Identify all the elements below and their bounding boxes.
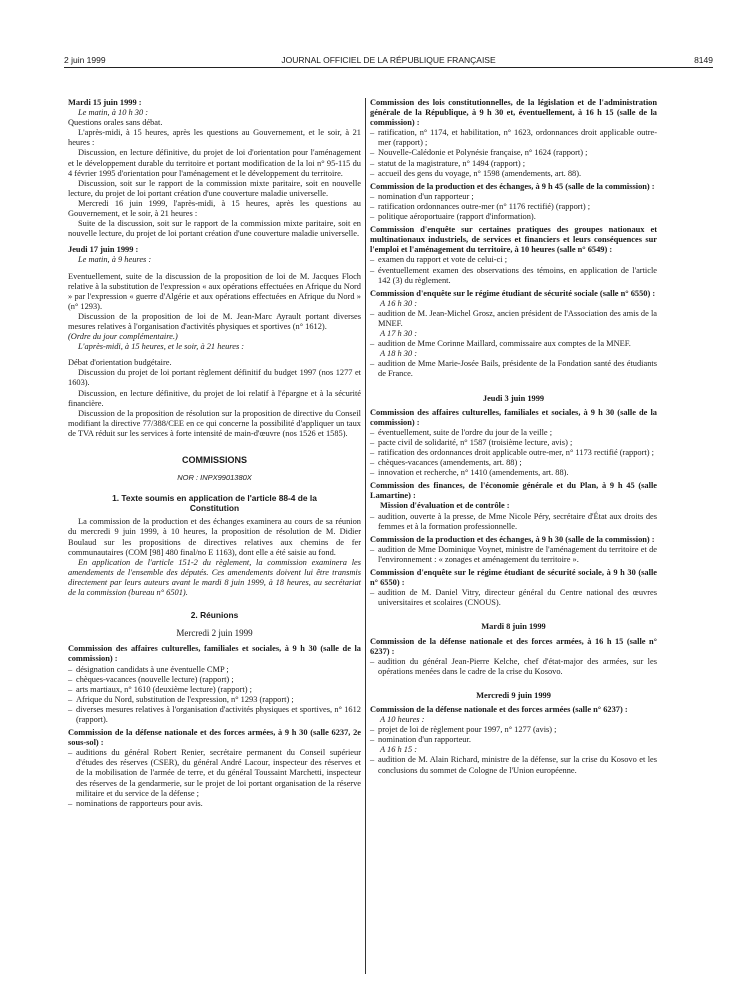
paragraph: En application de l'article 151-2 du règlement, la commission examinera les amendements de l'ensemble des députés. Ces amendements doivent lui être transmis directement par leurs auteurs avant le mardi 8 juin 1999, à 18 heures, au secrétariat de la commission (bureau n° 6501). xyxy=(68,557,361,598)
agenda-list xyxy=(370,192,657,222)
header-title: JOURNAL OFFICIEL DE LA RÉPUBLIQUE FRANÇAISE xyxy=(281,55,496,65)
commission-heading: Commission d'enquête sur le régime étudiant de sécurité sociale, à 9 h 30 (salle n° 6550) : xyxy=(370,568,657,588)
agenda-list xyxy=(370,255,657,285)
day-heading: Jeudi 17 juin 1999 : xyxy=(68,245,139,255)
list-item: – audition de Mme Dominique Voynet, ministre de l'aménagement du territoire et de l'environnement : « zonages et aménagement du territoire ». xyxy=(370,545,657,565)
list-item: – audition de M. Daniel Vitry, directeur général du Centre national des œuvres universitaires et scolaires (CNOUS). xyxy=(370,588,657,608)
agenda-list xyxy=(370,545,657,565)
paragraph: Discussion du projet de loi portant règlement définitif du budget 1997 (nos 1277 et 1603). xyxy=(68,368,361,388)
list-item: – audition, ouverte à la presse, de Mme Nicole Péry, secrétaire d'État aux droits des femmes et à la formation professionnelle. xyxy=(370,512,657,532)
list-item: – nominations de rapporteurs pour avis. xyxy=(68,799,361,809)
agenda-list xyxy=(370,657,657,677)
paragraph: Débat d'orientation budgétaire. xyxy=(68,358,172,368)
commission-heading: Commission des affaires culturelles, familiales et sociales, à 9 h 30 (salle de la commission) : xyxy=(68,644,361,664)
list-item: – désignation candidats à une éventuelle CMP ; xyxy=(68,665,361,675)
subsection-title: 1. Texte soumis en application de l'article 88-4 de la Constitution xyxy=(112,493,317,514)
time-slot: Le matin, à 10 h 30 : xyxy=(78,108,149,118)
agenda-list xyxy=(370,339,657,349)
paragraph: Discussion de la proposition de loi de M. Jean-Marc Ayrault portant diverses mesures relatives à l'organisation d'activités physiques et sportives (n° 1612). xyxy=(68,311,361,331)
commission-heading: Commission de la défense nationale et des forces armées, à 16 h 15 (salle n° 6237) : xyxy=(370,636,657,656)
list-item: – accueil des gens du voyage, n° 1598 (amendements, art. 88). xyxy=(370,169,657,179)
commission-heading: Commission d'enquête sur certaines pratiques des groupes nationaux et multinationaux industriels, de services et financiers et leurs conséquences sur l'emploi et l'aménagement du territoire, à 10 heures (salle n° 6549) : xyxy=(370,225,657,255)
time-slot: A 18 h 30 : xyxy=(380,349,418,359)
time-slot: Le matin, à 9 heures : xyxy=(78,255,152,265)
list-item: – projet de loi de règlement pour 1997, n° 1277 (avis) ; xyxy=(370,725,657,735)
commission-heading: Commission des finances, de l'économie générale et du Plan, à 9 h 45 (salle Lamartine) : xyxy=(370,481,657,501)
list-item: – politique aéroportuaire (rapport d'information). xyxy=(370,212,657,222)
paragraph: Discussion, en lecture définitive, du projet de loi relatif à l'épargne et à la sécurité financière. xyxy=(68,388,361,408)
list-item: – chèques-vacances (amendements, art. 88) ; xyxy=(370,458,657,468)
date-heading: Jeudi 3 juin 1999 xyxy=(482,393,545,403)
agenda-list xyxy=(370,359,657,379)
paragraph: Mercredi 16 juin 1999, l'après-midi, à 15 heures, après les questions au Gouvernement, et le soir, à 21 heures : xyxy=(68,198,361,219)
list-item: – Nouvelle-Calédonie et Polynésie française, n° 1624 (rapport) ; xyxy=(370,148,657,158)
time-slot: L'après-midi, à 15 heures, après les questions au Gouvernement, et le soir, à 21 heures : xyxy=(68,128,361,148)
list-item: – nomination d'un rapporteur. xyxy=(370,735,657,745)
time-slot: A 16 h 30 : xyxy=(380,298,418,308)
commission-heading: Commission des lois constitutionnelles, de la législation et de l'administration générale de la République, à 9 h 30 et, éventuellement, à 16 h 15 (salle de la commission) : xyxy=(370,98,657,128)
commission-heading: Commission des affaires culturelles, familiales et sociales, à 9 h 30 (salle de la commission) : xyxy=(370,407,657,427)
paragraph: La commission de la production et des échanges examinera au cours de sa réunion du mercredi 9 juin 1999, à 10 heures, la proposition de résolution de M. Didier Boulaud sur les propositions de directives relatives aux chemins de fer communautaires (COM [98] 480 final/no E 1163), dont elle a été saisie au fond. xyxy=(68,517,361,557)
date-heading: Mercredi 9 juin 1999 xyxy=(476,690,551,700)
list-item: – audition du général Jean-Pierre Kelche, chef d'état-major des armées, sur les opérations menées dans le cadre de la crise du Kosovo. xyxy=(370,657,657,677)
day-heading: Mardi 15 juin 1999 : xyxy=(68,98,142,107)
paragraph: Discussion, soit sur le rapport de la commission mixte paritaire, soit en nouvelle lecture, du projet de loi portant création d'une couverture maladie universelle. xyxy=(68,178,361,198)
agenda-list xyxy=(370,128,657,178)
paragraph: Discussion de la proposition de résolution sur la proposition de directive du Conseil modifiant la directive 77/388/CEE en ce qui concerne la possibilité d'appliquer un taux de TVA réduit sur les services à forte intensité de main-d'œuvre (nos 1526 et 1585). xyxy=(68,408,361,438)
paragraph: Discussion, en lecture définitive, du projet de loi d'orientation pour l'aménagement et le développement durable du territoire et portant modification de la loi n° 95-115 du 4 février 1995 d'orientation pour l'aménagement et le développement du territoire. xyxy=(68,148,361,178)
list-item: – ratification ordonnances outre-mer (n° 1176 rectifié) (rapport) ; xyxy=(370,202,657,212)
header-page-number: 8149 xyxy=(694,55,713,65)
agenda-list xyxy=(370,725,657,745)
commission-heading: Commission de la défense nationale et des forces armées (salle n° 6237) : xyxy=(370,704,628,714)
paragraph: Questions orales sans débat. xyxy=(68,118,163,128)
sub-heading: Mission d'évaluation et de contrôle : xyxy=(380,501,510,511)
list-item: – nomination d'un rapporteur ; xyxy=(370,192,657,202)
list-item: – arts martiaux, n° 1610 (deuxième lecture) (rapport) ; xyxy=(68,685,361,695)
list-item: – statut de la magistrature, n° 1494 (rapport) ; xyxy=(370,159,657,169)
paragraph: Suite de la discussion, soit sur le rapport de la commission mixte paritaire, soit en nouvelle lecture, du projet de loi portant création d'une couverture maladie universelle. xyxy=(68,219,361,239)
time-slot: L'après-midi, à 15 heures, et le soir, à 21 heures : xyxy=(78,342,245,352)
list-item: – audition de M. Alain Richard, ministre de la défense, sur la crise du Kosovo et les conclusions du sommet de Cologne de l'Union européenne. xyxy=(370,755,657,775)
nor-reference: NOR : INPX9901380X xyxy=(177,473,252,483)
list-item: – audition de Mme Marie-Josée Bails, présidente de la Fondation santé des étudiants de France. xyxy=(370,359,657,379)
list-item: – chèques-vacances (nouvelle lecture) (rapport) ; xyxy=(68,675,361,685)
agenda-list xyxy=(370,309,657,329)
left-column xyxy=(68,98,361,809)
list-item: – pacte civil de solidarité, n° 1587 (troisième lecture, avis) ; xyxy=(370,438,657,448)
list-item: – ratification, n° 1174, et habilitation, n° 1623, ordonnances droit applicable outre-mer (rapport) ; xyxy=(370,128,657,148)
agenda-list xyxy=(68,665,361,726)
commission-heading: Commission de la production et des échanges, à 9 h 30 (salle de la commission) : xyxy=(370,534,655,544)
time-slot: A 16 h 15 : xyxy=(380,745,418,755)
section-title: COMMISSIONS xyxy=(181,455,247,465)
commission-heading: Commission de la production et des échanges, à 9 h 45 (salle de la commission) : xyxy=(370,181,655,191)
column-divider xyxy=(365,98,366,974)
agenda-list xyxy=(370,755,657,775)
agenda-list xyxy=(370,512,657,532)
list-item: – éventuellement examen des observations des témoins, en application de l'article 142 (3) du règlement. xyxy=(370,266,657,286)
header-date: 2 juin 1999 xyxy=(64,55,106,65)
list-item: – auditions du général Robert Renier, secrétaire permanent du Conseil supérieur d'études des réserves (CSER), du général André Lacour, inspecteur des réserves et de la mobilisation de l'armée de terre, et du général Toussaint Marchetti, inspecteur des réserves de la gendarmerie, sur le projet de loi portant organisation de la réserve militaire et du service de la défense ; xyxy=(68,748,361,798)
time-slot: A 10 heures : xyxy=(380,715,425,725)
list-item: – audition de M. Jean-Michel Grosz, ancien président de l'Association des amis de la MNEF. xyxy=(370,309,657,329)
paragraph: (Ordre du jour complémentaire.) xyxy=(68,332,178,342)
time-slot: A 17 h 30 : xyxy=(380,329,418,339)
list-item: – diverses mesures relatives à l'organisation d'activités physiques et sportives, n° 1612 (rapport). xyxy=(68,705,361,725)
agenda-list xyxy=(68,748,361,809)
agenda-list xyxy=(370,588,657,608)
commission-heading: Commission d'enquête sur le régime étudiant de sécurité sociale (salle n° 6550) : xyxy=(370,288,656,298)
list-item: – Afrique du Nord, substitution de l'expression, n° 1293 (rapport) ; xyxy=(68,695,361,705)
list-item: – examen du rapport et vote de celui-ci ; xyxy=(370,255,657,265)
page-header xyxy=(64,55,713,68)
right-column xyxy=(370,98,657,776)
agenda-list xyxy=(370,428,657,478)
list-item: – audition de Mme Corinne Maillard, commissaire aux comptes de la MNEF. xyxy=(370,339,657,349)
date-heading: Mardi 8 juin 1999 xyxy=(481,622,546,632)
commission-heading: Commission de la défense nationale et des forces armées, à 9 h 30 (salle 6237, 2e sous-sol) : xyxy=(68,728,361,748)
list-item: – éventuellement, suite de l'ordre du jour de la veille ; xyxy=(370,428,657,438)
list-item: – innovation et recherche, n° 1410 (amendements, art. 88). xyxy=(370,468,657,478)
list-item: – ratification des ordonnances droit applicable outre-mer, n° 1173 rectifié (rapport) ; xyxy=(370,448,657,458)
date-heading: Mercredi 2 juin 1999 xyxy=(176,628,253,639)
subsection-title: 2. Réunions xyxy=(190,610,239,621)
paragraph: Eventuellement, suite de la discussion de la proposition de loi de M. Jacques Floch relative à la substitution de l'expression « aux opérations effectuées en Afrique du Nord » par l'expression « guerre d'Algérie et aux opérations effectuées en Afrique du Nord » (n° 1293). xyxy=(68,271,361,311)
